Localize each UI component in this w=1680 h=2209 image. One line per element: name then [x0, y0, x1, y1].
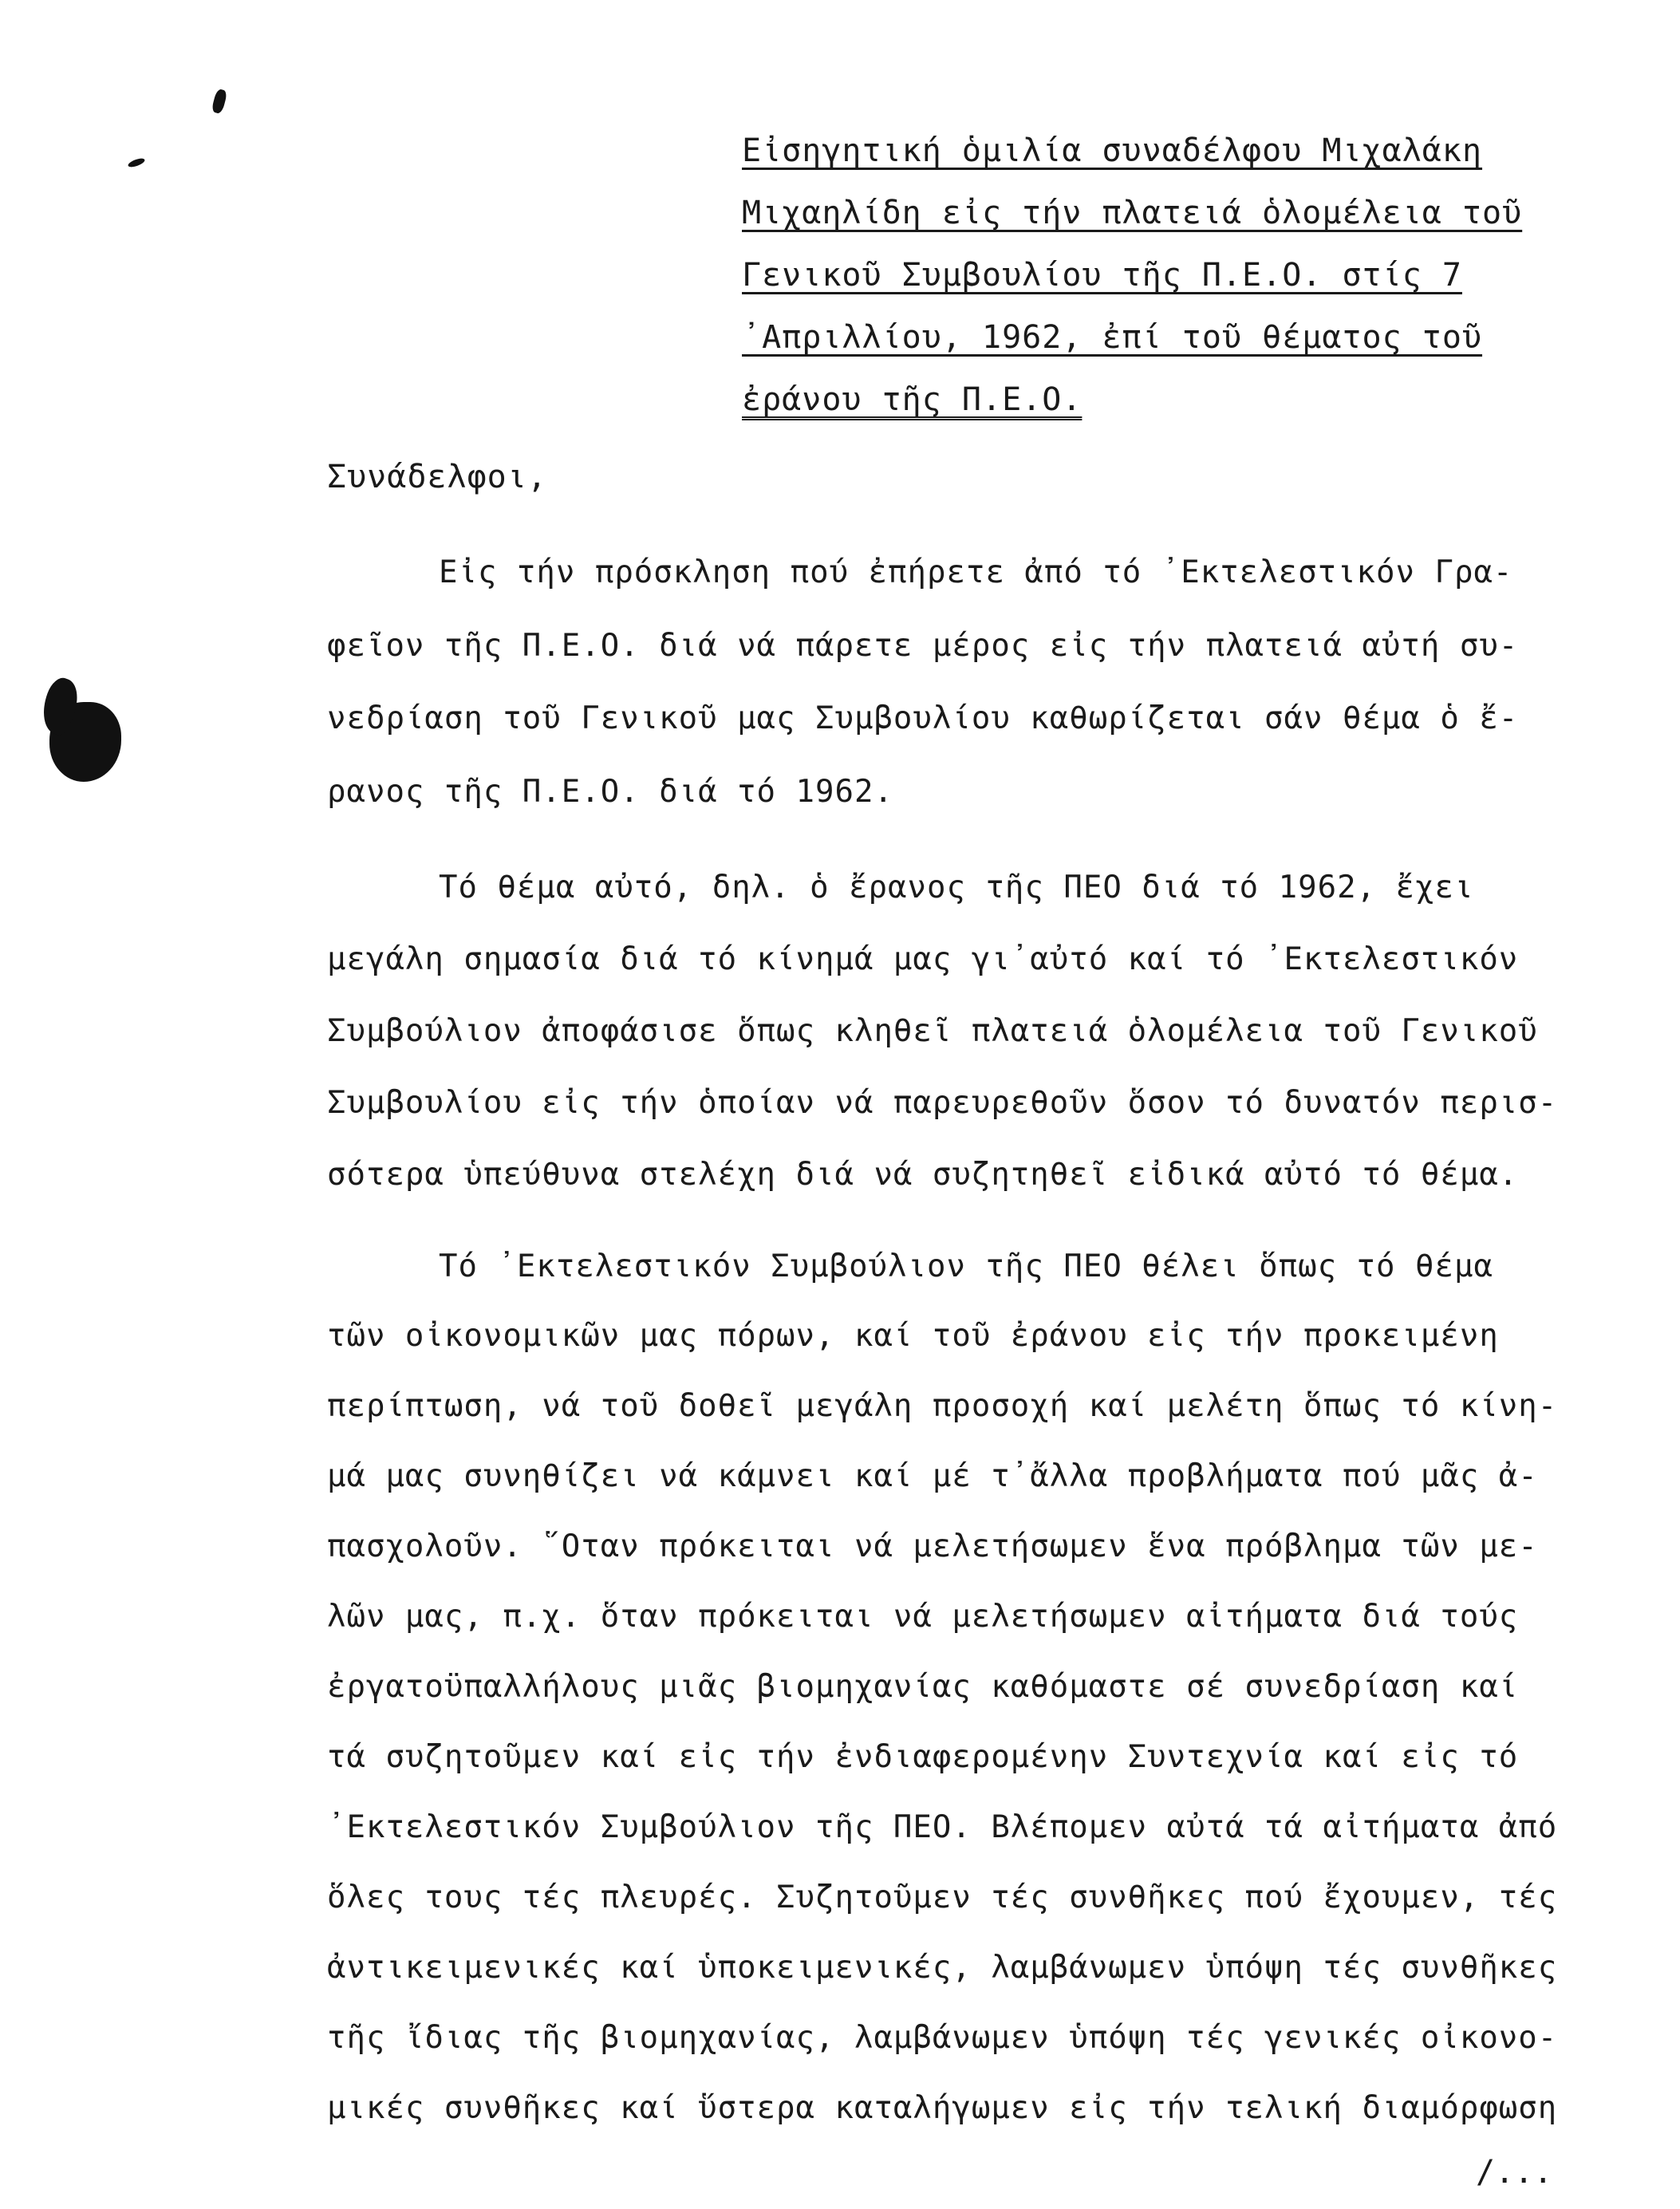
paragraph-1-line: Εἰς τήν πρόσκληση πού ἐπήρετε ἀπό τό ᾿Εκτελεστικόν Γρα-: [439, 554, 1513, 590]
paragraph-3-line: περίπτωση, νά τοῦ δοθεῖ μεγάλη προσοχή καί μελέτη ὅπως τό κίνη-: [327, 1388, 1558, 1424]
paragraph-1-line: φεῖον τῆς Π.Ε.Ο. διά νά πάρετε μέρος εἰς τήν πλατειά αὐτή συ-: [327, 628, 1519, 664]
paragraph-3-line: μά μας συνηθίζει νά κάμνει καί μέ τ᾿ἄλλα προβλήματα πού μᾶς ἀ-: [327, 1458, 1538, 1494]
heading-line: Γενικοῦ Συμβουλίου τῆς Π.Ε.Ο. στίς 7: [742, 257, 1462, 294]
paragraph-2-line: Τό θέμα αὐτό, δηλ. ὁ ἔρανος τῆς ΠΕΟ διά τό 1962, ἔχει: [439, 870, 1474, 905]
paragraph-2-line: Συμβουλίου εἰς τήν ὁποίαν νά παρευρεθοῦν ὅσον τό δυνατόν περισ-: [327, 1085, 1558, 1121]
heading-line: Μιχαηλίδη εἰς τήν πλατειά ὁλομέλεια τοῦ: [742, 195, 1523, 231]
paragraph-2-line: μεγάλη σημασία διά τό κίνημά μας γι᾿αὐτό καί τό ᾿Εκτελεστικόν: [327, 941, 1519, 977]
paragraph-3-line: ἀντικειμενικές καί ὑποκειμενικές, λαμβάνωμεν ὑπόψη τές συνθῆκες: [327, 1950, 1558, 1986]
salutation: Συνάδελφοι,: [327, 459, 547, 495]
ink-mark-small: [127, 156, 145, 168]
paragraph-2-line: Συμβούλιον ἀποφάσισε ὅπως κληθεῖ πλατειά ὁλομέλεια τοῦ Γενικοῦ: [327, 1013, 1538, 1049]
paragraph-1-line: νεδρίαση τοῦ Γενικοῦ μας Συμβουλίου καθωρίζεται σάν θέμα ὁ ἔ-: [327, 700, 1519, 736]
paragraph-3-line: μικές συνθῆκες καί ὕστερα καταλήγωμεν εἰς τήν τελική διαμόρφωση: [327, 2090, 1558, 2126]
heading-line: ἐράνου τῆς Π.Ε.Ο.: [742, 381, 1083, 418]
paragraph-3-line: τά συζητοῦμεν καί εἰς τήν ἐνδιαφερομένην Συντεχνία καί εἰς τό: [327, 1739, 1519, 1775]
paragraph-1-line: ρανος τῆς Π.Ε.Ο. διά τό 1962.: [327, 774, 893, 810]
paragraph-3-line: τῆς ἴδιας τῆς βιομηχανίας, λαμβάνωμεν ὑπόψη τές γενικές οἰκονο-: [327, 2020, 1558, 2056]
speech-heading: [742, 120, 1619, 431]
heading-line: ᾿Απριλλίου, 1962, ἐπί τοῦ θέματος τοῦ: [742, 319, 1483, 356]
paragraph-3-line: λῶν μας, π.χ. ὅταν πρόκειται νά μελετήσωμεν αἰτήματα διά τούς: [327, 1599, 1519, 1635]
paragraph-3-line: τῶν οἰκονομικῶν μας πόρων, καί τοῦ ἐράνου εἰς τήν προκειμένη: [327, 1318, 1499, 1354]
ink-mark-top: [211, 89, 227, 115]
paragraph-2-line: σότερα ὑπεύθυνα στελέχη διά νά συζητηθεῖ εἰδικά αὐτό τό θέμα.: [327, 1157, 1519, 1193]
paragraph-3-line: ἐργατοϋπαλλήλους μιᾶς βιομηχανίας καθόμαστε σέ συνεδρίαση καί: [327, 1669, 1519, 1705]
paragraph-3-line: πασχολοῦν. ῞Οταν πρόκειται νά μελετήσωμεν ἕνα πρόβλημα τῶν με-: [327, 1529, 1538, 1564]
heading-line: Εἰσηγητική ὁμιλία συναδέλφου Μιχαλάκη: [742, 132, 1483, 169]
paragraph-3-line: ᾿Εκτελεστικόν Συμβούλιον τῆς ΠΕΟ. Βλέπομεν αὐτά τά αἰτήματα ἀπό: [327, 1809, 1558, 1845]
paragraph-3-line: ὅλες τους τές πλευρές. Συζητοῦμεν τές συνθῆκες πού ἔχουμεν, τές: [327, 1880, 1558, 1915]
continuation-mark: /...: [1476, 2154, 1553, 2191]
paragraph-3-line: Τό ᾿Εκτελεστικόν Συμβούλιον τῆς ΠΕΟ θέλει ὅπως τό θέμα: [439, 1248, 1493, 1284]
